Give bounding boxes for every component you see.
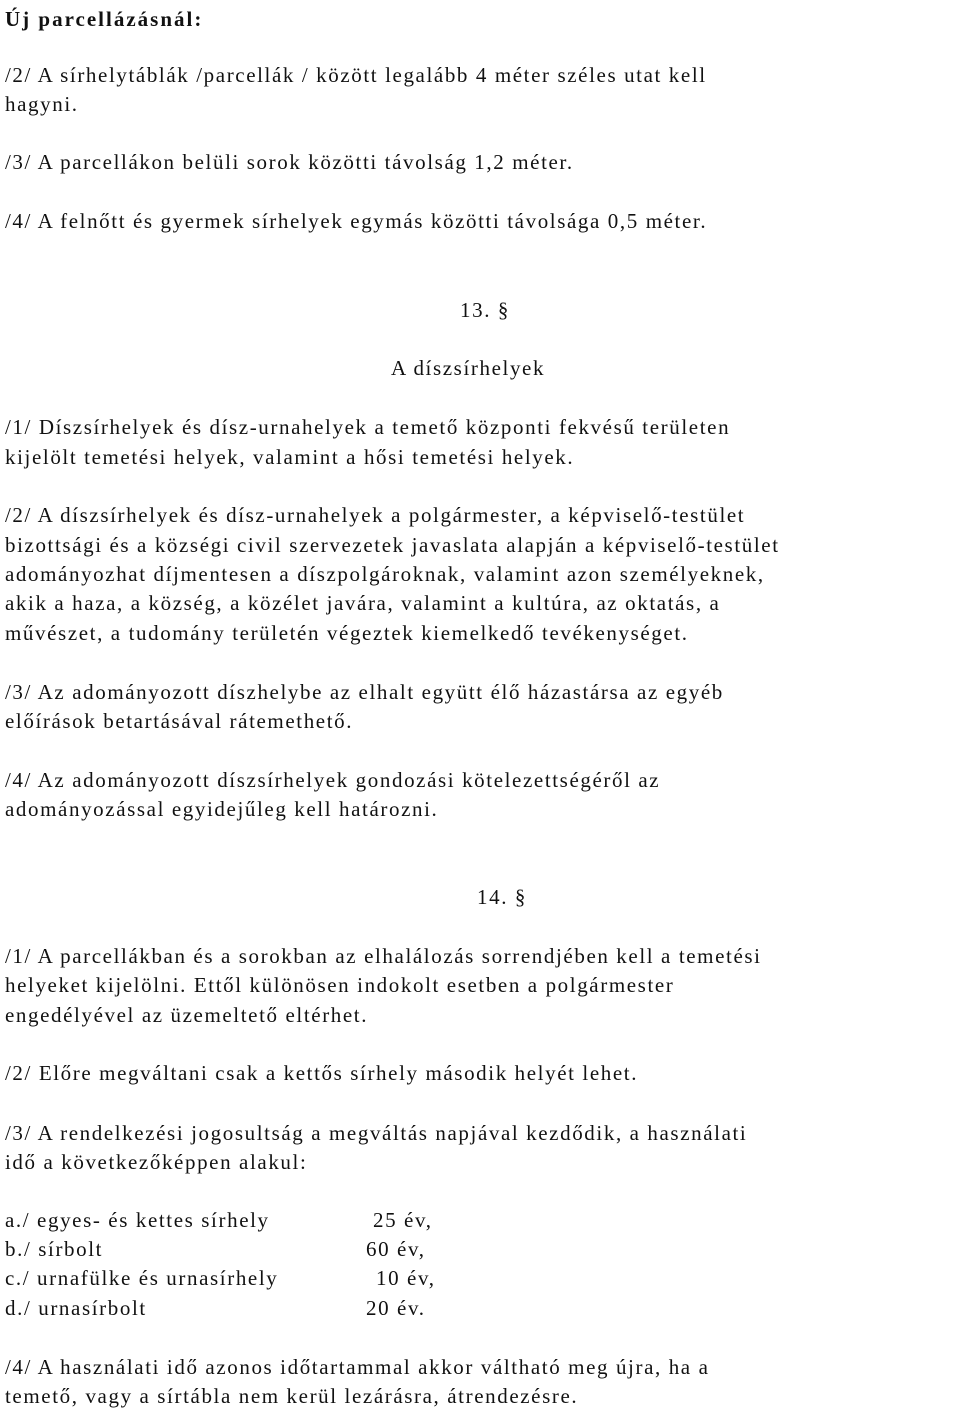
document-heading: Új parcellázásnál: xyxy=(5,7,204,31)
section-sign: § xyxy=(508,885,528,909)
paragraph-line: /4/ Az adományozott díszsírhelyek gondozási kötelezettségéről az xyxy=(5,768,661,792)
paragraph-line: temető, vagy a sírtábla nem kerül lezárásra, átrendezésre. xyxy=(5,1384,579,1408)
paragraph-line: /2/ A sírhelytáblák /parcellák / között legalább 4 méter széles utat kell xyxy=(5,63,707,87)
paragraph-line: /3/ A parcellákon belüli sorok közötti távolság 1,2 méter. xyxy=(5,150,574,174)
paragraph-line: adományozhat díjmentesen a díszpolgároknak, valamint azon személyeknek, xyxy=(5,562,765,586)
paragraph-line: /4/ A felnőtt és gyermek sírhelyek egymás közötti távolsága 0,5 méter. xyxy=(5,209,708,233)
paragraph-line: akik a haza, a község, a közélet javára, valamint a kultúra, az oktatás, a xyxy=(5,591,721,615)
paragraph-line: /2/ Előre megváltani csak a kettős sírhely második helyét lehet. xyxy=(5,1061,639,1085)
duration-row-label: c./ urnafülke és urnasírhely xyxy=(5,1266,279,1290)
paragraph-line: /1/ Díszsírhelyek és dísz-urnahelyek a temető központi fekvésű területen xyxy=(5,415,731,439)
paragraph-line: idő a következőképpen alakul: xyxy=(5,1150,308,1174)
duration-row-label: b./ sírbolt xyxy=(5,1237,104,1261)
paragraph-line: engedélyével az üzemeltető eltérhet. xyxy=(5,1003,369,1027)
paragraph-line: művészet, a tudomány területén végeztek kiemelkedő tevékenységet. xyxy=(5,621,689,645)
duration-row-value: 60 év, xyxy=(366,1237,426,1261)
section-title: A díszsírhelyek xyxy=(391,356,546,380)
duration-row-value: 10 év, xyxy=(376,1266,436,1290)
section-number-14: 14. § xyxy=(477,885,528,909)
paragraph-line: hagyni. xyxy=(5,92,79,116)
paragraph-line: /2/ A díszsírhelyek és dísz-urnahelyek a polgármester, a képviselő-testület xyxy=(5,503,746,527)
paragraph-line: /1/ A parcellákban és a sorokban az elhalálozás sorrendjében kell a temetési xyxy=(5,944,762,968)
paragraph-line: adományozással egyidejűleg kell határozni. xyxy=(5,797,439,821)
section-number-13: 13. § xyxy=(460,298,511,322)
paragraph-line: helyeket kijelölni. Ettől különösen indokolt esetben a polgármester xyxy=(5,973,675,997)
paragraph-line: előírások betartásával rátemethető. xyxy=(5,709,354,733)
paragraph-line: /3/ Az adományozott díszhelybe az elhalt együtt élő házastársa az egyéb xyxy=(5,680,724,704)
paragraph-line: kijelölt temetési helyek, valamint a hősi temetési helyek. xyxy=(5,445,575,469)
paragraph-line: /3/ A rendelkezési jogosultság a megváltás napjával kezdődik, a használati xyxy=(5,1121,748,1145)
paragraph-line: /4/ A használati idő azonos időtartammal akkor váltható meg újra, ha a xyxy=(5,1355,710,1379)
duration-row-value: 25 év, xyxy=(373,1208,433,1232)
duration-row-value: 20 év. xyxy=(366,1296,426,1320)
duration-row-label: a./ egyes- és kettes sírhely xyxy=(5,1208,270,1232)
paragraph-line: bizottsági és a községi civil szervezetek javaslata alapján a képviselő-testület xyxy=(5,533,780,557)
section-sign: § xyxy=(491,298,511,322)
duration-row-label: d./ urnasírbolt xyxy=(5,1296,147,1320)
